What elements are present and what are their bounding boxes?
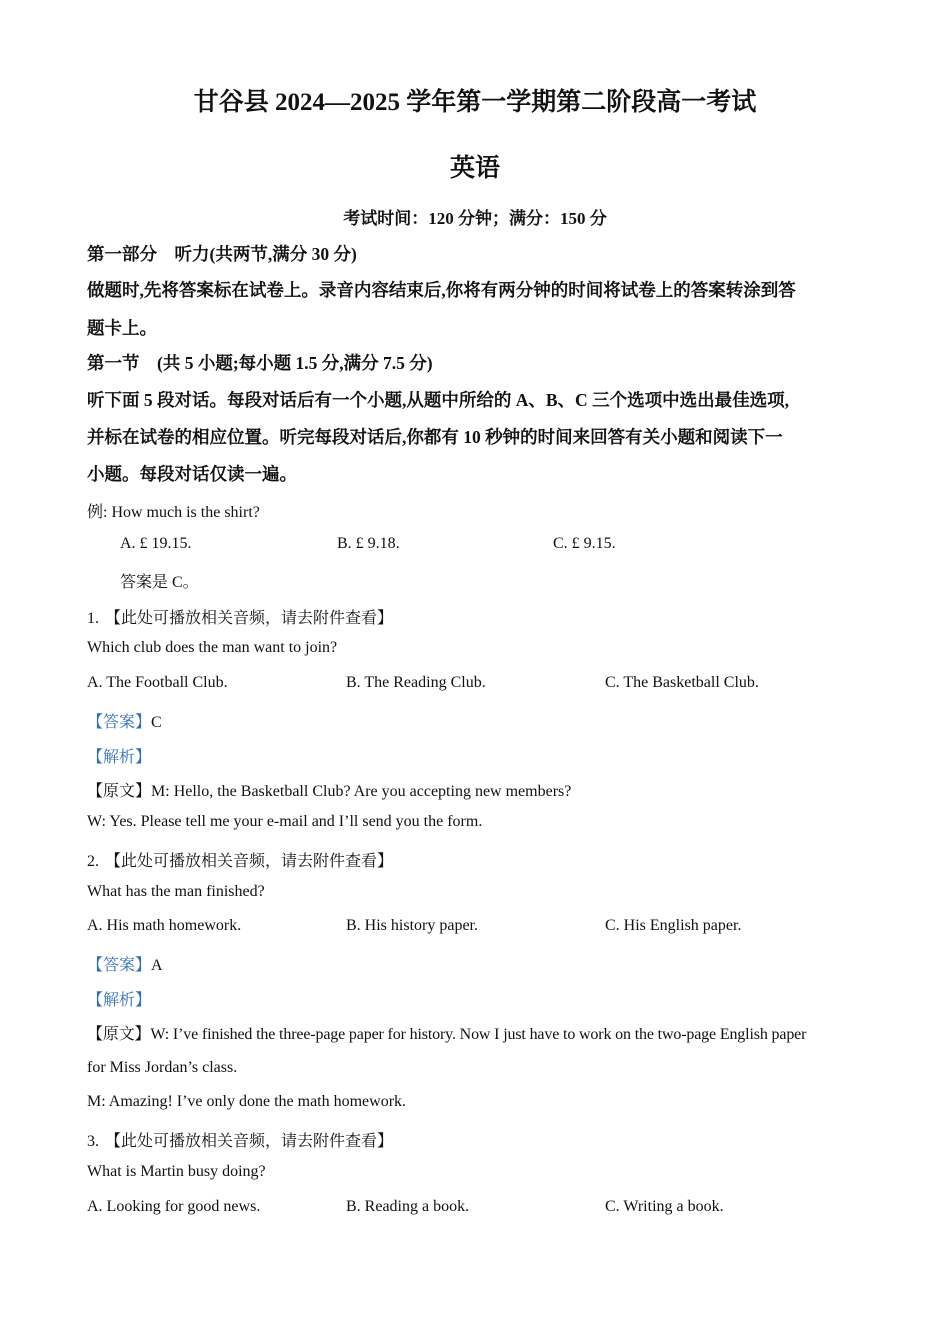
section1-instruction-line1: 听下面 5 段对话。每段对话后有一个小题,从题中所给的 A、B、C 三个选项中选出最佳选项, [87,390,789,410]
example-answer: 答案是 C。 [120,574,199,591]
question-2-option-c: C. His English paper. [605,917,742,934]
question-3-option-b: B. Reading a book. [346,1198,470,1215]
example-question: 例: How much is the shirt? [87,504,260,521]
question-1-audio [87,605,872,628]
question-1-analysis-label: 【解析】 [87,749,152,766]
transcript-line: W: I’ve finished the three-page paper for history. Now I just have to work on the two-page English paper [150,1026,807,1043]
question-3-text: What is Martin busy doing? [87,1163,266,1180]
question-2-transcript-continued: for Miss Jordan’s class. [87,1059,238,1076]
part1-instruction-line2: 题卡上。 [87,318,157,338]
exam-title: 甘谷县 2024—2025 学年第一学期第二阶段高一考试 [193,89,757,116]
question-1-option-c: C. The Basketball Club. [605,674,759,691]
answer-label: 【答案】 [87,714,152,731]
question-1-transcript [87,778,872,801]
example-option-c: C. £ 9.15. [553,535,616,552]
question-2-transcript-line2: M: Amazing! I’ve only done the math homework. [87,1093,407,1110]
question-2-analysis-label: 【解析】 [87,992,152,1009]
section1-instruction-line3: 小题。每段对话仅读一遍。 [87,464,297,484]
question-2-option-b: B. His history paper. [346,917,478,934]
question-1-option-b: B. The Reading Club. [346,674,486,691]
subject-title: 英语 [449,155,500,182]
part1-instruction-line1: 做题时,先将答案标在试卷上。录音内容结束后,你将有两分钟的时间将试卷上的答案转涂到答 [87,280,796,300]
question-3-option-a: A. Looking for good news. [87,1198,261,1215]
example-option-a: A. £ 19.15. [120,535,192,552]
exam-info: 考试时间：120 分钟；满分：150 分 [343,209,607,228]
section1-instruction-line2: 并标在试卷的相应位置。听完每段对话后,你都有 10 秒钟的时间来回答有关小题和阅读下一 [87,427,783,447]
answer-value: A [151,957,163,974]
question-3-option-c: C. Writing a book. [605,1198,724,1215]
section1-heading: 第一节 (共 5 小题;每小题 1.5 分,满分 7.5 分) [87,353,433,373]
audio-placeholder[interactable]: 【此处可播放相关音频，请去附件查看】 [105,610,394,627]
transcript-label: 【原文】 [87,783,152,800]
question-1-transcript-line2: W: Yes. Please tell me your e-mail and I’ll send you the form. [87,813,483,830]
audio-placeholder[interactable]: 【此处可播放相关音频，请去附件查看】 [105,853,394,870]
part1-heading: 第一部分 听力(共两节,满分 30 分) [87,244,357,264]
question-1-text: Which club does the man want to join? [87,639,338,656]
answer-label: 【答案】 [87,957,152,974]
question-number: 3. [87,1133,99,1150]
question-number: 1. [87,610,99,627]
question-1-answer [87,709,872,732]
audio-placeholder[interactable]: 【此处可播放相关音频，请去附件查看】 [105,1133,394,1150]
answer-value: C [151,714,162,731]
question-number: 2. [87,853,99,870]
question-2-answer [87,952,872,975]
transcript-line: M: Hello, the Basketball Club? Are you accepting new members? [151,783,572,800]
question-2-transcript [87,1021,872,1044]
question-2-option-a: A. His math homework. [87,917,242,934]
question-2-audio [87,848,872,871]
transcript-label: 【原文】 [87,1026,151,1043]
example-option-b: B. £ 9.18. [337,535,400,552]
question-3-audio [87,1128,872,1151]
question-2-text: What has the man finished? [87,883,265,900]
question-1-option-a: A. The Football Club. [87,674,228,691]
